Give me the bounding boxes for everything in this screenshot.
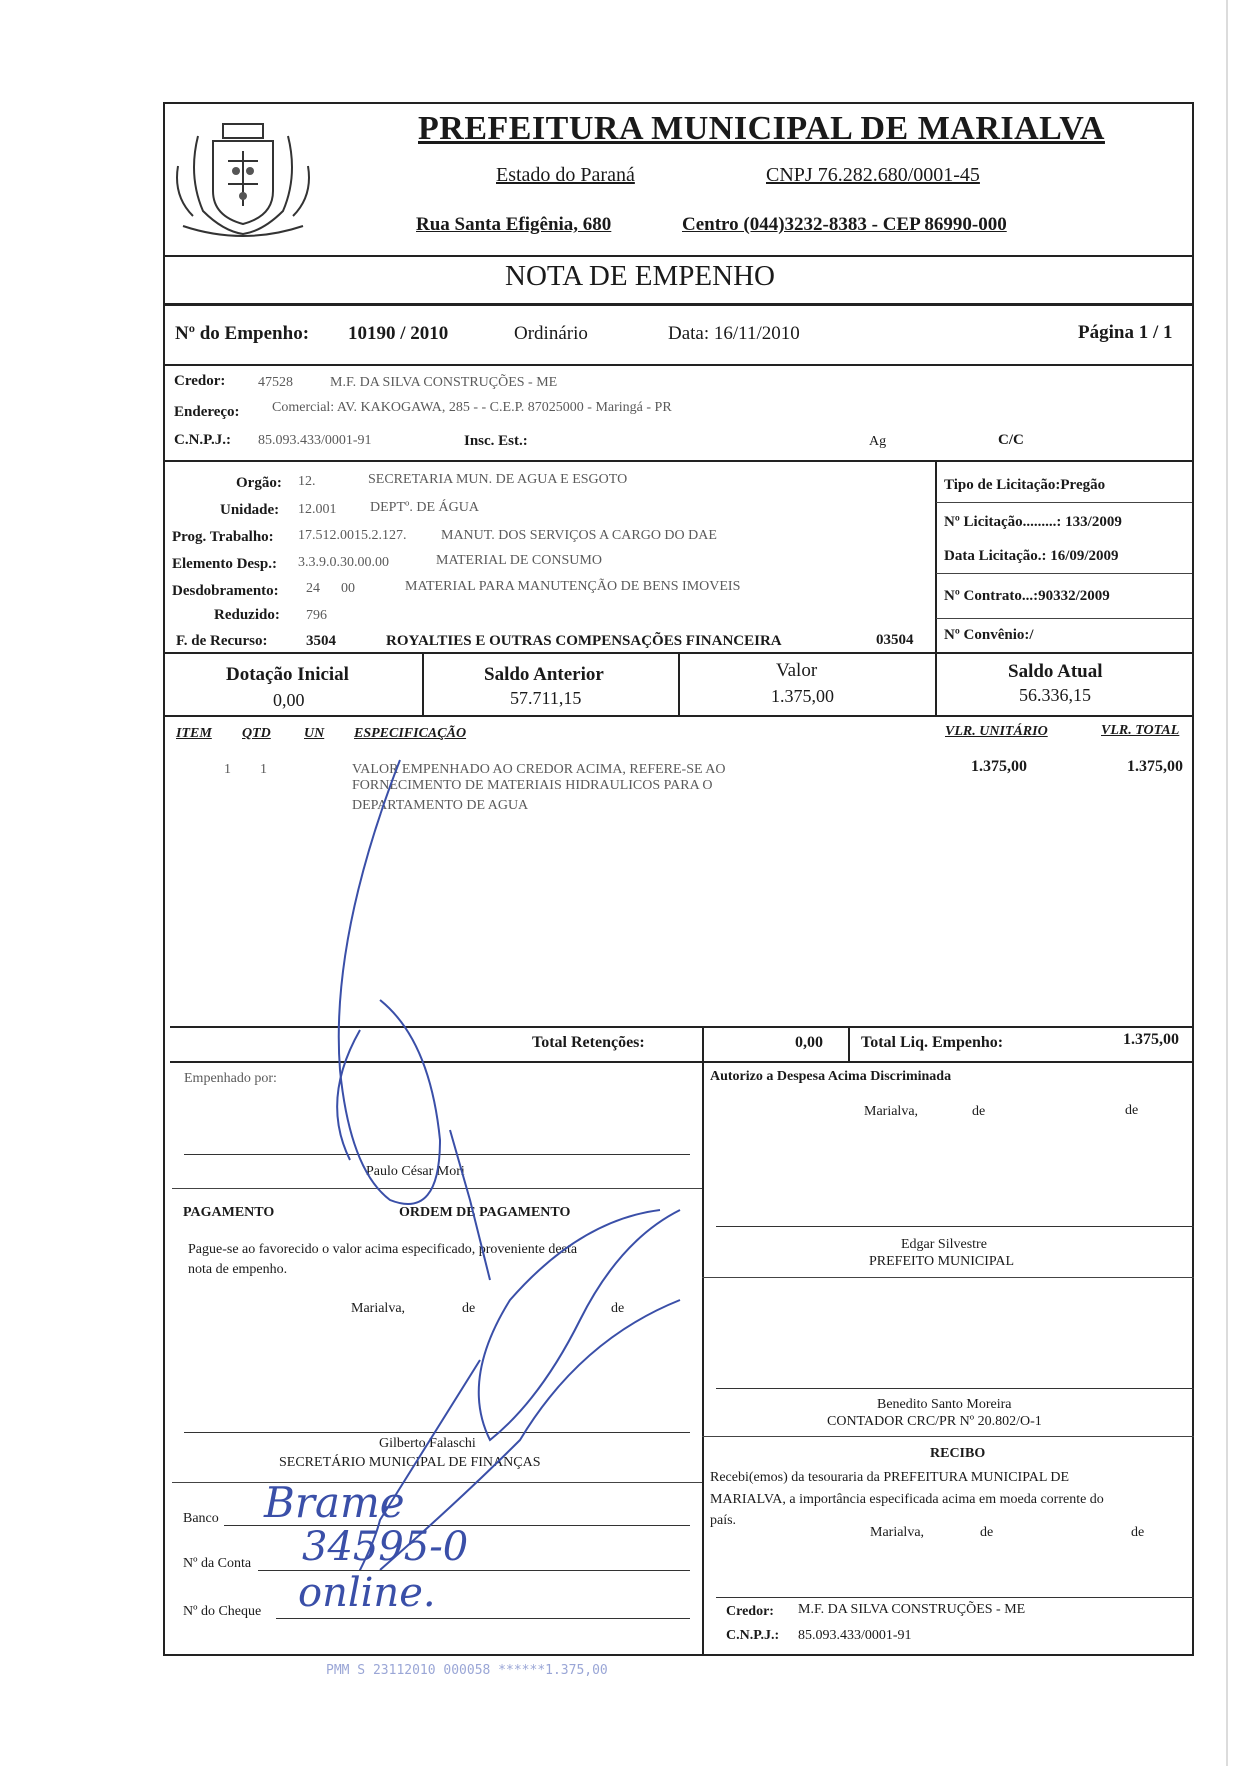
banco-label: Banco bbox=[183, 1511, 219, 1526]
secretario-name: Gilberto Falaschi bbox=[379, 1436, 476, 1451]
empenho-type: Ordinário bbox=[514, 323, 588, 344]
reduzido-label: Reduzido: bbox=[214, 607, 280, 623]
item-description-line: VALOR EMPENHADO AO CREDOR ACIMA, REFERE-SE AO bbox=[352, 762, 726, 777]
signature-line bbox=[716, 1597, 1194, 1598]
autorizo-label: Autorizo a Despesa Acima Discriminada bbox=[710, 1069, 952, 1084]
saldo-anterior-value: 57.711,15 bbox=[510, 688, 582, 708]
signature-line bbox=[716, 1226, 1194, 1227]
saldo-atual-label: Saldo Atual bbox=[1008, 661, 1103, 682]
recurso-code: 3504 bbox=[306, 633, 336, 649]
column-divider bbox=[935, 460, 937, 652]
prefeito-name: Edgar Silvestre bbox=[901, 1237, 987, 1252]
divider bbox=[163, 303, 1194, 306]
unidade-code: 12.001 bbox=[298, 502, 337, 517]
licitacao-number: Nº Licitação.........: 133/2009 bbox=[944, 514, 1122, 530]
unidade-name: DEPTº. DE ÁGUA bbox=[370, 500, 479, 515]
divider bbox=[936, 618, 1192, 619]
banco-handwritten: Brame bbox=[264, 1478, 405, 1527]
document-title: NOTA DE EMPENHO bbox=[505, 260, 775, 292]
elemento-name: MATERIAL DE CONSUMO bbox=[436, 553, 602, 568]
state-name: Estado do Paraná bbox=[496, 164, 635, 186]
col-header-especificacao: ESPECIFICAÇÃO bbox=[354, 726, 467, 741]
pagamento-date-de: de bbox=[611, 1301, 625, 1316]
pagamento-label: PAGAMENTO bbox=[183, 1205, 275, 1220]
licitacao-type: Tipo de Licitação:Pregão bbox=[944, 477, 1106, 493]
orgao-label: Orgão: bbox=[236, 475, 282, 491]
autorizo-date-de: de bbox=[1125, 1103, 1139, 1118]
orgao-code: 12. bbox=[298, 474, 316, 489]
item-total-value: 1.375,00 bbox=[1127, 758, 1183, 775]
column-divider bbox=[935, 652, 937, 715]
saldo-anterior-label: Saldo Anterior bbox=[484, 664, 604, 685]
desdobramento-label: Desdobramento: bbox=[172, 583, 279, 599]
desdobramento-code: 24 00 bbox=[306, 581, 355, 596]
handwritten-signature-strokes bbox=[280, 740, 740, 1570]
page-number: Página 1 / 1 bbox=[1078, 322, 1173, 343]
contador-name: Benedito Santo Moreira bbox=[877, 1397, 1012, 1412]
municipal-crest-icon bbox=[168, 106, 318, 246]
divider bbox=[163, 715, 1194, 717]
recibo-credor-name: M.F. DA SILVA CONSTRUÇÕES - ME bbox=[798, 1602, 1026, 1617]
contador-title: CONTADOR CRC/PR Nº 20.802/O-1 bbox=[827, 1414, 1042, 1429]
autorizo-city: Marialva, bbox=[864, 1104, 919, 1119]
recibo-date-de: de bbox=[1131, 1525, 1145, 1540]
ordem-pagamento-label: ORDEM DE PAGAMENTO bbox=[399, 1205, 571, 1220]
signature-line bbox=[716, 1388, 1194, 1389]
divider bbox=[163, 255, 1194, 257]
item-description-line: FORNECIMENTO DE MATERIAIS HIDRAULICOS PARA O bbox=[352, 778, 713, 793]
cheque-handwritten: online. bbox=[298, 1570, 436, 1616]
endereco-label: Endereço: bbox=[174, 404, 240, 420]
item-description-line: DEPARTAMENTO DE AGUA bbox=[352, 798, 529, 813]
reduzido-code: 796 bbox=[306, 608, 327, 623]
pagamento-text: Pague-se ao favorecido o valor acima especificado, proveniente desta bbox=[188, 1242, 578, 1257]
pagamento-text: nota de empenho. bbox=[188, 1262, 288, 1277]
total-liquido-label: Total Liq. Empenho: bbox=[861, 1034, 1004, 1051]
saldo-atual-value: 56.336,15 bbox=[1019, 685, 1091, 705]
desdobramento-name: MATERIAL PARA MANUTENÇÃO DE BENS IMOVEIS bbox=[405, 579, 741, 594]
dotacao-value: 0,00 bbox=[273, 690, 305, 710]
column-divider bbox=[422, 652, 424, 715]
credor-cnpj: 85.093.433/0001-91 bbox=[258, 433, 372, 448]
divider bbox=[936, 573, 1192, 574]
col-header-total-value: VLR. TOTAL bbox=[1101, 723, 1180, 738]
divider bbox=[936, 502, 1192, 503]
recurso-number: 03504 bbox=[876, 632, 914, 648]
credor-code: 47528 bbox=[258, 375, 293, 390]
recibo-text: MARIALVA, a importância especificada acima em moeda corrente do bbox=[710, 1492, 1104, 1507]
header-address-rest: Centro (044)3232-8383 - CEP 86990-000 bbox=[682, 214, 1007, 235]
item-number: 1 bbox=[224, 762, 231, 777]
recibo-date-de: de bbox=[980, 1525, 994, 1540]
credor-label: Credor: bbox=[174, 373, 226, 389]
recibo-cnpj-label: C.N.P.J.: bbox=[726, 1628, 780, 1643]
unidade-label: Unidade: bbox=[220, 502, 280, 518]
empenho-label: Nº do Empenho: bbox=[175, 323, 310, 344]
contract-number: Nº Contrato...:90332/2009 bbox=[944, 588, 1110, 604]
recibo-text: país. bbox=[710, 1513, 737, 1528]
empenho-number: 10190 / 2010 bbox=[348, 323, 449, 344]
recibo-text: Recebi(emos) da tesouraria da PREFEITURA MUNICIPAL DE bbox=[710, 1470, 1070, 1485]
credor-cnpj-label: C.N.P.J.: bbox=[174, 432, 231, 448]
divider bbox=[163, 364, 1194, 366]
autorizo-date-de: de bbox=[972, 1104, 986, 1119]
insc-est-label: Insc. Est.: bbox=[464, 433, 528, 449]
col-header-item: ITEM bbox=[176, 726, 212, 741]
dotacao-label: Dotação Inicial bbox=[226, 664, 349, 685]
cheque-label: Nº do Cheque bbox=[183, 1604, 262, 1619]
divider bbox=[163, 460, 1194, 462]
convenio-number: Nº Convênio:/ bbox=[944, 627, 1034, 643]
recibo-cnpj: 85.093.433/0001-91 bbox=[798, 1628, 912, 1643]
conta-handwritten: 34595-0 bbox=[302, 1524, 469, 1570]
pagamento-city: Marialva, bbox=[351, 1301, 406, 1316]
secretario-title: SECRETÁRIO MUNICIPAL DE FINANÇAS bbox=[279, 1455, 541, 1470]
divider bbox=[702, 1436, 1194, 1437]
account-label: C/C bbox=[998, 432, 1024, 448]
prog-code: 17.512.0015.2.127. bbox=[298, 528, 407, 543]
credor-name: M.F. DA SILVA CONSTRUÇÕES - ME bbox=[330, 375, 558, 390]
municipality-name: PREFEITURA MUNICIPAL DE MARIALVA bbox=[418, 110, 1105, 147]
orgao-name: SECRETARIA MUN. DE AGUA E ESGOTO bbox=[368, 472, 628, 487]
column-divider bbox=[678, 652, 680, 715]
empenhado-name: Paulo César Mori bbox=[366, 1164, 465, 1179]
column-divider bbox=[848, 1026, 850, 1061]
machine-stamp: PMM S 23112010 000058 ******1.375,00 bbox=[326, 1663, 608, 1678]
pagamento-date-de: de bbox=[462, 1301, 476, 1316]
recibo-city: Marialva, bbox=[870, 1525, 925, 1540]
field-line bbox=[276, 1618, 690, 1619]
col-header-un: UN bbox=[304, 726, 325, 741]
col-header-unit-value: VLR. UNITÁRIO bbox=[945, 724, 1048, 739]
retencoes-label: Total Retenções: bbox=[532, 1034, 645, 1051]
prefeito-title: PREFEITO MUNICIPAL bbox=[869, 1254, 1015, 1269]
empenhado-label: Empenhado por: bbox=[184, 1071, 277, 1086]
total-liquido-value: 1.375,00 bbox=[1123, 1031, 1179, 1048]
item-quantity: 1 bbox=[260, 762, 267, 777]
col-header-qtd: QTD bbox=[242, 726, 271, 741]
licitacao-date: Data Licitação.: 16/09/2009 bbox=[944, 548, 1119, 564]
agency-label: Ag bbox=[869, 434, 887, 449]
header-address: Rua Santa Efigênia, 680 bbox=[416, 214, 612, 235]
elemento-label: Elemento Desp.: bbox=[172, 556, 277, 572]
credor-address: Comercial: AV. KAKOGAWA, 285 - - C.E.P. 87025000 - Maringá - PR bbox=[272, 400, 672, 415]
prog-label: Prog. Trabalho: bbox=[172, 529, 274, 545]
conta-label: Nº da Conta bbox=[183, 1556, 252, 1571]
recibo-title: RECIBO bbox=[930, 1446, 986, 1461]
elemento-code: 3.3.9.0.30.00.00 bbox=[298, 555, 389, 570]
item-unit-value: 1.375,00 bbox=[971, 758, 1027, 775]
prog-name: MANUT. DOS SERVIÇOS A CARGO DO DAE bbox=[441, 528, 717, 543]
header-cnpj: CNPJ 76.282.680/0001-45 bbox=[766, 164, 980, 186]
recibo-credor-label: Credor: bbox=[726, 1604, 774, 1619]
retencoes-value: 0,00 bbox=[795, 1034, 823, 1051]
valor-label: Valor bbox=[776, 660, 818, 681]
divider bbox=[702, 1277, 1194, 1278]
empenho-date: Data: 16/11/2010 bbox=[668, 323, 800, 344]
recurso-label: F. de Recurso: bbox=[176, 633, 268, 649]
recurso-name: ROYALTIES E OUTRAS COMPENSAÇÕES FINANCEIRA bbox=[386, 633, 782, 649]
valor-value: 1.375,00 bbox=[771, 686, 834, 706]
